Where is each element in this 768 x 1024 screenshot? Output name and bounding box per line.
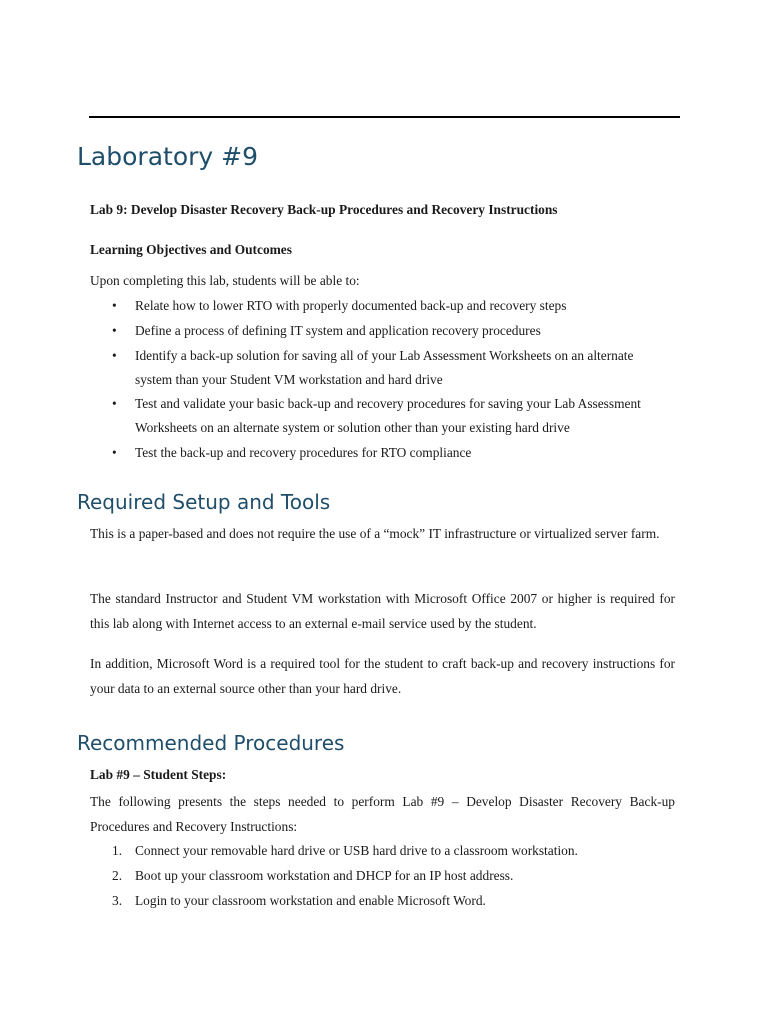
objectives-list <box>90 294 660 465</box>
objective-item <box>90 294 660 318</box>
objective-item <box>90 344 660 392</box>
top-horizontal-rule <box>89 116 680 118</box>
procedures-heading: Recommended Procedures <box>77 731 345 755</box>
objective-text: Test the back-up and recovery procedures for RTO compliance <box>135 445 472 460</box>
step-number: 3. <box>112 893 123 908</box>
step-number: 1. <box>112 843 123 858</box>
setup-paragraph: This is a paper-based and does not require the use of a “mock” IT infrastructure or virtualized server farm. <box>90 526 660 541</box>
setup-heading: Required Setup and Tools <box>77 490 331 514</box>
bullet-icon: • <box>112 323 117 338</box>
lab-title: Lab 9: Develop Disaster Recovery Back-up Procedures and Recovery Instructions <box>90 202 558 217</box>
step-item <box>90 864 660 888</box>
objective-item <box>90 392 660 440</box>
objective-text: Define a process of defining IT system and application recovery procedures <box>135 323 541 338</box>
bullet-icon: • <box>112 396 117 411</box>
step-item <box>90 889 660 913</box>
step-item <box>90 839 660 863</box>
objectives-intro: Upon completing this lab, students will be able to: <box>90 273 360 288</box>
steps-list <box>90 839 660 913</box>
objective-item <box>90 319 660 343</box>
objectives-heading: Learning Objectives and Outcomes <box>90 242 292 257</box>
step-number: 2. <box>112 868 123 883</box>
objective-text: Identify a back-up solution for saving all of your Lab Assessment Worksheets on an alternate system than your Student VM workstation and hard drive <box>135 348 634 387</box>
steps-heading: Lab #9 – Student Steps: <box>90 767 227 782</box>
page-title: Laboratory #9 <box>77 142 258 171</box>
objective-item <box>90 441 660 465</box>
step-text: Login to your classroom workstation and enable Microsoft Word. <box>135 893 486 908</box>
objective-text: Relate how to lower RTO with properly documented back-up and recovery steps <box>135 298 567 313</box>
setup-paragraph: The standard Instructor and Student VM workstation with Microsoft Office 2007 or higher is required for this lab along with Internet access to an external e-mail service used by the student. <box>90 591 675 631</box>
step-text: Connect your removable hard drive or USB hard drive to a classroom workstation. <box>135 843 578 858</box>
bullet-icon: • <box>112 298 117 313</box>
step-text: Boot up your classroom workstation and DHCP for an IP host address. <box>135 868 514 883</box>
steps-intro: The following presents the steps needed to perform Lab #9 – Develop Disaster Recovery Back-up Procedures and Recovery Instructions: <box>90 794 675 834</box>
setup-paragraph: In addition, Microsoft Word is a required tool for the student to craft back-up and recovery instructions for your data to an external source other than your hard drive. <box>90 656 675 696</box>
bullet-icon: • <box>112 348 117 363</box>
objective-text: Test and validate your basic back-up and recovery procedures for saving your Lab Assessment Worksheets on an alternate system or solution other than your existing hard drive <box>135 396 641 435</box>
bullet-icon: • <box>112 445 117 460</box>
